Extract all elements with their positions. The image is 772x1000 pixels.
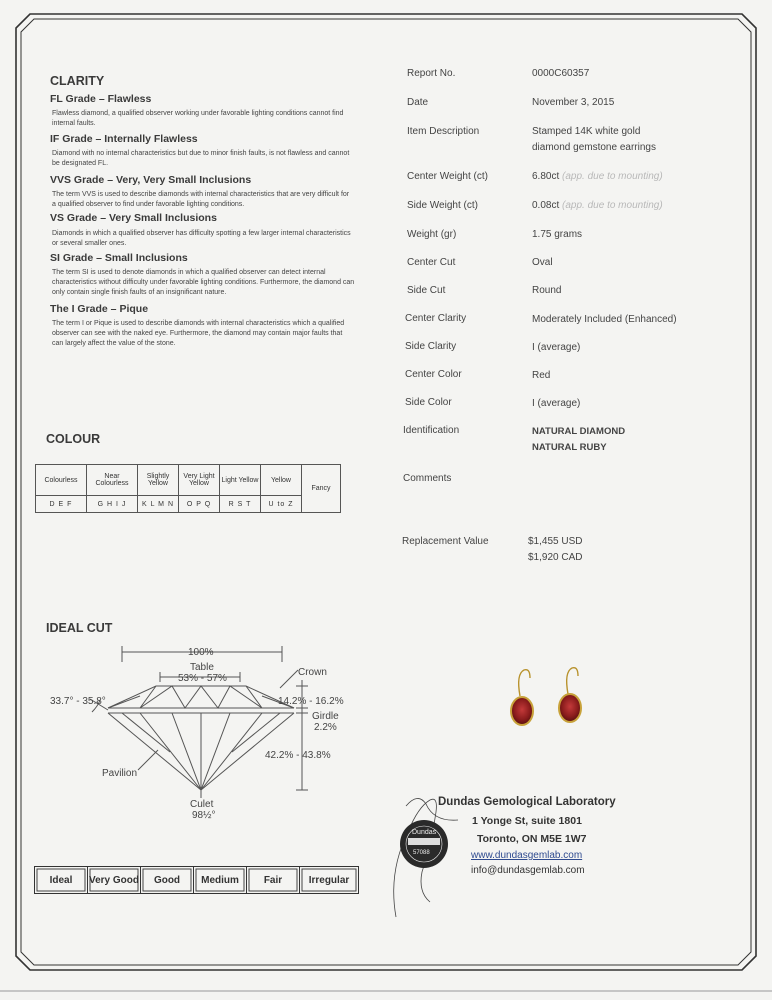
diagram-label-crown-range: 14.2% - 16.2% [278, 696, 344, 707]
colour-col-codes: D E F [36, 496, 87, 513]
diagram-label-pavilion: Pavilion [102, 768, 138, 779]
center-weight-value: 6.80ct [532, 171, 560, 182]
field-value-center-color: Red [532, 370, 551, 381]
field-value-replacement-value: $1,455 USD $1,920 CAD [528, 536, 583, 563]
grade-title-i: The I Grade – Pique [50, 303, 149, 315]
cut-grade-table [34, 866, 359, 894]
field-value-report-no: 0000C60357 [532, 68, 590, 79]
colour-col-name: Yellow [261, 465, 302, 496]
lab-name: Dundas Gemological Laboratory [438, 796, 616, 808]
colour-col-name: Fancy [302, 465, 341, 513]
field-value-center-cut: Oval [532, 257, 553, 268]
lab-address-1: 1 Yonge St, suite 1801 [472, 815, 582, 827]
diagram-label-culet-val: 98½° [192, 810, 216, 821]
cut-grade-cell: Ideal [35, 867, 88, 894]
field-value-center-weight [532, 169, 663, 185]
clarity-heading: CLARITY [50, 74, 105, 88]
field-label-date: Date [407, 97, 429, 108]
field-label-comments: Comments [403, 473, 452, 484]
seal-text: Dundas [412, 829, 437, 836]
colour-col-name: Light Yellow [220, 465, 261, 496]
grade-desc-if: Diamond with no internal characteristics but due to minor finish faults, is not flawless and cannot be designated FL. [52, 150, 350, 167]
diagram-label-angle: 33.7° - 35.8° [50, 696, 106, 707]
colour-col-codes: G H I J [87, 496, 138, 513]
field-label-side-clarity: Side Clarity [405, 341, 457, 352]
field-label-side-weight: Side Weight (ct) [407, 200, 478, 211]
earrings-photo [498, 664, 598, 744]
field-label-center-clarity: Center Clarity [405, 313, 467, 324]
field-label-replacement-value: Replacement Value [402, 536, 489, 547]
colour-col-name: Very Light Yellow [179, 465, 220, 496]
colour-col-name: Near Colourless [87, 465, 138, 496]
colour-scale-table [35, 464, 341, 513]
grade-title-vvs: VVS Grade – Very, Very Small Inclusions [50, 174, 252, 186]
grade-desc-vvs: The term VVS is used to describe diamonds with internal characteristics that are very difficult for a qualified observer to find under favorable lighting conditions. [52, 191, 350, 208]
grade-title-si: SI Grade – Small Inclusions [50, 252, 188, 264]
field-value-item-description: Stamped 14K white gold diamond gemstone earrings [532, 126, 656, 153]
grade-desc-i: The term I or Pique is used to describe diamonds with internal characteristics which a qualified observer can see with the naked eye. Furthermore, the diamond may contain major faults that can largely affect the value of the stone. [52, 320, 345, 347]
ideal-cut-heading: IDEAL CUT [46, 621, 113, 635]
field-value-side-color: I (average) [532, 398, 581, 409]
field-label-item-description: Item Description [407, 126, 480, 137]
grade-desc-si: The term SI is used to denote diamonds in which a qualified observer can detect internal characteristics without difficulty under favorable lighting conditions. Furthermore, the diamond can only contain single finish faults of an insignificant nature. [52, 269, 355, 296]
diagram-label-girdle-val: 2.2% [314, 722, 337, 733]
diamond-proportions-diagram [40, 640, 360, 830]
field-value-center-clarity: Moderately Included (Enhanced) [532, 314, 677, 325]
field-label-identification: Identification [403, 425, 460, 436]
side-weight-value: 0.08ct [532, 200, 560, 211]
cut-grade-cell: Good [141, 867, 194, 894]
diagram-label-crown: Crown [298, 667, 327, 678]
center-weight-note: (app. due to mounting) [562, 171, 663, 182]
field-label-weight-gr: Weight (gr) [407, 229, 457, 240]
cut-grade-cell: Fair [247, 867, 300, 894]
field-value-side-clarity: I (average) [532, 342, 581, 353]
field-label-side-color: Side Color [405, 397, 452, 408]
colour-col-codes: K L M N [138, 496, 179, 513]
cut-grade-cell: Very Good [88, 867, 141, 894]
diagram-label-table: Table [190, 662, 214, 673]
grade-desc-fl: Flawless diamond, a qualified observer working under favorable lighting conditions cannot find internal faults. [52, 110, 344, 127]
lab-website-link[interactable]: www.dundasgemlab.com [471, 850, 583, 861]
seal-number: 57088 [413, 850, 430, 856]
field-value-identification: NATURAL DIAMOND NATURAL RUBY [532, 426, 626, 453]
field-label-center-color: Center Color [405, 369, 462, 380]
colour-heading: COLOUR [46, 432, 101, 446]
diagram-label-culet: Culet [190, 799, 214, 810]
cut-grade-cell: Medium [194, 867, 247, 894]
field-value-side-weight [532, 198, 663, 214]
colour-col-name: Slightly Yellow [138, 465, 179, 496]
lab-address-2: Toronto, ON M5E 1W7 [477, 833, 587, 845]
grade-title-fl: FL Grade – Flawless [50, 93, 152, 105]
field-label-center-cut: Center Cut [407, 257, 456, 268]
field-value-weight-gr: 1.75 grams [532, 229, 583, 240]
diagram-label-table-range: 53% - 57% [178, 673, 227, 684]
diagram-label-girdle: Girdle [312, 711, 339, 722]
field-label-center-weight: Center Weight (ct) [407, 171, 488, 182]
grade-title-vs: VS Grade – Very Small Inclusions [50, 212, 217, 224]
field-label-report-no: Report No. [407, 68, 456, 79]
diagram-label-pavilion-range: 42.2% - 43.8% [265, 750, 331, 761]
cut-grade-cell: Irregular [300, 867, 359, 894]
colour-col-codes: U to Z [261, 496, 302, 513]
diagram-label-top: 100% [188, 647, 214, 658]
lab-email[interactable]: info@dundasgemlab.com [471, 865, 585, 876]
colour-col-codes: R S T [220, 496, 261, 513]
colour-col-name: Colourless [36, 465, 87, 496]
field-value-side-cut: Round [532, 285, 562, 296]
field-label-side-cut: Side Cut [407, 285, 446, 296]
side-weight-note: (app. due to mounting) [562, 200, 663, 211]
grade-desc-vs: Diamonds in which a qualified observer has difficulty spotting a few larger internal characteristics or several smaller ones. [52, 230, 351, 247]
field-value-date: November 3, 2015 [532, 97, 615, 108]
colour-col-codes: O P Q [179, 496, 220, 513]
grade-title-if: IF Grade – Internally Flawless [50, 133, 198, 145]
